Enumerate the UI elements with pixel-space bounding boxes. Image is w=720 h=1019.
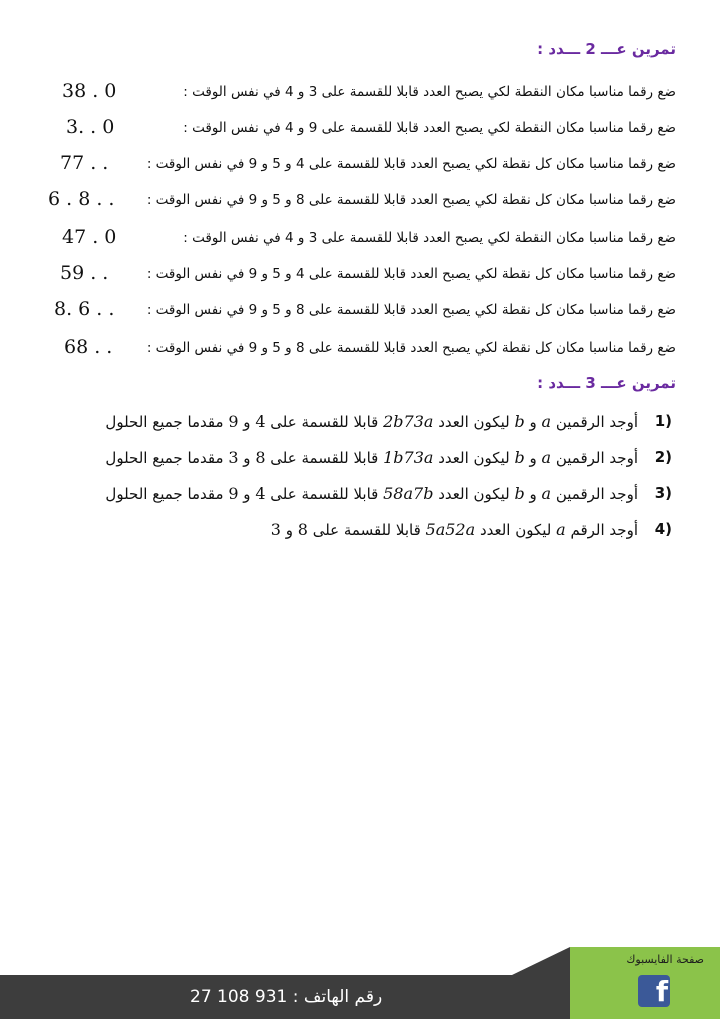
exercise-2-row-text: ضع رقما مناسبا مكان كل نقطة لكي يصبح العدد قابلا للقسمة على 8 و 5 و 9 في نفس الوقت : — [146, 340, 676, 356]
exercise-3-and: و — [529, 485, 537, 503]
exercise-3-num: 1b73a — [383, 448, 434, 467]
exercise-3-v1: a — [541, 448, 552, 467]
exercise-2-row-number: 38 . 0 — [62, 80, 117, 102]
exercise-3-num: 58a7b — [383, 484, 434, 503]
exercise-2-row — [40, 152, 676, 178]
exercise-2-heading: تمرين عـــ 2 ـــدد : — [537, 40, 676, 58]
exercise-2-row-text: ضع رقما مناسبا مكان كل نقطة لكي يصبح العدد قابلا للقسمة على 4 و 5 و 9 في نفس الوقت : — [146, 266, 676, 282]
exercise-3-item-index: 4) — [654, 520, 672, 538]
exercise-3-d2: 9 — [228, 484, 239, 503]
exercise-2-row-text: ضع رقما مناسبا مكان كل نقطة لكي يصبح العدد قابلا للقسمة على 8 و 5 و 9 في نفس الوقت : — [146, 302, 676, 318]
exercise-2-row-number: 6 . 8 . . — [48, 188, 115, 210]
exercise-3-p4: مقدما جميع الحلول — [105, 413, 224, 431]
exercise-2-row — [40, 188, 676, 214]
exercise-3-item — [40, 518, 672, 546]
exercise-3-item-index: 3) — [654, 484, 672, 502]
exercise-3-item-text — [105, 448, 638, 467]
exercise-2-row-number: 59 . . — [60, 262, 109, 284]
exercise-3-num: 2b73a — [383, 412, 434, 431]
exercise-3-p2: ليكون العدد — [438, 485, 510, 503]
exercise-3-d1: 4 — [255, 412, 266, 431]
exercise-2-row — [40, 116, 676, 142]
exercise-3-and2: و — [285, 521, 293, 539]
exercise-2-row — [40, 80, 676, 106]
exercise-2-row-number: 8. 6 . . — [54, 298, 115, 320]
exercise-2-row-text: ضع رقما مناسبا مكان كل نقطة لكي يصبح العدد قابلا للقسمة على 8 و 5 و 9 في نفس الوقت : — [146, 192, 676, 208]
exercise-3-item — [40, 446, 672, 474]
exercise-3-and2: و — [243, 413, 251, 431]
exercise-3-v1: a — [556, 520, 566, 539]
exercise-3-and2: و — [243, 485, 251, 503]
exercise-3-v2: b — [514, 448, 525, 467]
exercise-3-d1: 8 — [297, 520, 308, 539]
facebook-icon[interactable]: f — [638, 975, 670, 1007]
exercise-3-item-index: 1) — [654, 412, 672, 430]
exercise-3-p2: ليكون العدد — [479, 521, 552, 539]
exercise-2-row — [40, 226, 676, 252]
exercise-3-v1: a — [541, 484, 552, 503]
exercise-2-row — [40, 262, 676, 288]
exercise-2-row-number: 68 . . — [64, 336, 113, 358]
exercise-3-d1: 8 — [255, 448, 266, 467]
exercise-2-row — [40, 336, 676, 362]
exercise-3-v2: b — [514, 484, 525, 503]
exercise-2-row — [40, 298, 676, 324]
exercise-3-and: و — [529, 449, 537, 467]
exercise-3-item — [40, 410, 672, 438]
exercise-3-d2: 9 — [228, 412, 239, 431]
exercise-3-p3: قابلا للقسمة على — [270, 413, 379, 431]
exercise-3-item-text — [105, 484, 638, 503]
exercise-2-row-number: 77 . . — [60, 152, 109, 174]
exercise-3-item — [40, 482, 672, 510]
exercise-3-num: 5a52a — [425, 520, 476, 539]
exercise-3-item-text — [271, 520, 638, 539]
facebook-label: صفحة الفايسبوك — [626, 953, 704, 966]
exercise-3-d2: 3 — [228, 448, 239, 467]
exercise-3-d2: 3 — [270, 520, 281, 539]
exercise-3-p4: مقدما جميع الحلول — [105, 485, 224, 503]
exercise-3-p3: قابلا للقسمة على — [312, 521, 421, 539]
exercise-2-row-text: ضع رقما مناسبا مكان النقطة لكي يصبح العدد قابلا للقسمة على 9 و 4 في نفس الوقت : — [183, 120, 676, 136]
exercise-3-p4: مقدما جميع الحلول — [105, 449, 224, 467]
exercise-3-p2: ليكون العدد — [438, 413, 510, 431]
exercise-3-p1: أوجد الرقمين — [555, 485, 638, 503]
exercise-3-and2: و — [243, 449, 251, 467]
exercise-2-row-text: ضع رقما مناسبا مكان النقطة لكي يصبح العدد قابلا للقسمة على 3 و 4 في نفس الوقت : — [183, 84, 676, 100]
exercise-3-p3: قابلا للقسمة على — [270, 449, 379, 467]
exercise-3-p2: ليكون العدد — [438, 449, 510, 467]
exercise-2-row-text: ضع رقما مناسبا مكان النقطة لكي يصبح العدد قابلا للقسمة على 3 و 4 في نفس الوقت : — [183, 230, 676, 246]
exercise-3-v2: b — [514, 412, 525, 431]
exercise-3-v1: a — [541, 412, 552, 431]
footer-notch — [512, 947, 570, 975]
exercise-3-heading: تمرين عـــ 3 ـــدد : — [537, 374, 676, 392]
facebook-box[interactable] — [570, 947, 720, 1019]
exercise-3-p3: قابلا للقسمة على — [270, 485, 379, 503]
exercise-2-row-number: 3. . 0 — [66, 116, 115, 138]
exercise-3-and: و — [529, 413, 537, 431]
exercise-2-row-number: 47 . 0 — [62, 226, 117, 248]
exercise-3-item-text — [105, 412, 638, 431]
exercise-3-d1: 4 — [255, 484, 266, 503]
exercise-3-p1: أوجد الرقمين — [555, 449, 638, 467]
exercise-2-row-text: ضع رقما مناسبا مكان كل نقطة لكي يصبح العدد قابلا للقسمة على 4 و 5 و 9 في نفس الوقت : — [146, 156, 676, 172]
exercise-3-p1: أوجد الرقم — [570, 521, 638, 539]
phone-number: رقم الهاتف : 931 108 27 — [190, 987, 383, 1007]
exercise-3-p1: أوجد الرقمين — [555, 413, 638, 431]
exercise-3-item-index: 2) — [654, 448, 672, 466]
